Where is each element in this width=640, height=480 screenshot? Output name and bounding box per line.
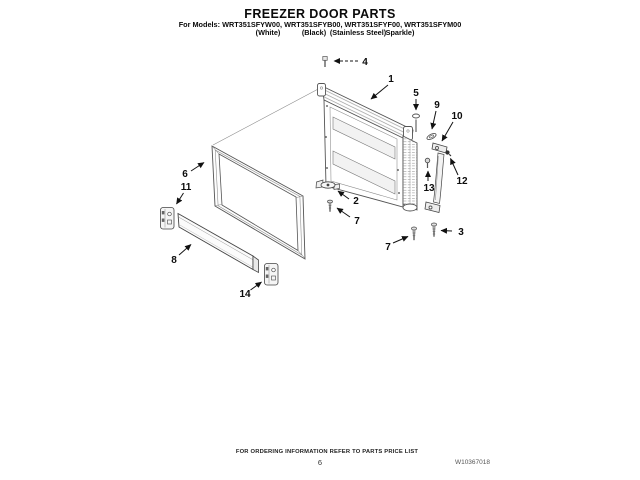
document-number: W10367018: [454, 458, 490, 466]
callout-13-label: 13: [423, 183, 435, 194]
callout-9-label: 9: [434, 100, 440, 111]
finish-label-white: (White): [255, 27, 281, 37]
callout-7-left-label: 7: [354, 216, 360, 227]
finish-label-sparkle: Sparkle): [385, 27, 415, 37]
callout-13: [423, 171, 435, 194]
part-plug-button: [413, 114, 420, 132]
callout-12: [451, 159, 468, 188]
part-hinge-screw: [445, 150, 451, 156]
callout-7-right: [385, 237, 408, 254]
ordering-note: FOR ORDERING INFORMATION REFER TO PARTS PRICE LIST: [235, 449, 419, 455]
callout-1-label: 1: [388, 74, 394, 85]
callout-10: [442, 111, 463, 141]
part-screw-7-right: [411, 227, 416, 240]
part-hinge-cam: [426, 132, 437, 141]
callout-11-label: 11: [180, 182, 192, 193]
callout-8: [171, 245, 191, 267]
part-screw-3: [431, 223, 436, 237]
part-hinge-pin: [425, 158, 430, 168]
callout-7-right-label: 7: [385, 242, 391, 253]
callout-1: [371, 74, 394, 99]
page-number: 6: [317, 458, 323, 467]
part-door-panel: [318, 84, 418, 212]
callout-9: [432, 100, 440, 129]
projection-line: [213, 87, 322, 145]
callout-3: [441, 227, 464, 238]
page-title: FREEZER DOOR PARTS: [244, 7, 396, 21]
callout-6-label: 6: [182, 169, 188, 180]
callout-4: [334, 57, 368, 68]
callout-4-label: 4: [362, 57, 368, 68]
callout-14-label: 14: [239, 289, 251, 300]
callout-5-label: 5: [413, 88, 419, 99]
part-screw-7-left: [328, 200, 333, 211]
part-endcap-right: [265, 264, 279, 286]
callout-10-label: 10: [451, 111, 463, 122]
callout-7-left: [337, 208, 360, 227]
callout-12-label: 12: [456, 176, 468, 187]
finish-label-stainless: (Stainless Steel): [329, 27, 387, 37]
finish-label-black: (Black): [301, 27, 327, 37]
callout-3-label: 3: [458, 227, 464, 238]
callout-2-label: 2: [353, 196, 359, 207]
models-line: For Models: WRT351SFYW00, WRT351SFYB00, WRT351SFYF00, WRT351SFYM00: [178, 19, 462, 29]
part-top-screw: [323, 57, 327, 68]
callout-11: [177, 182, 192, 204]
callout-6: [182, 163, 204, 181]
callout-8-label: 8: [171, 255, 177, 266]
callout-14: [239, 282, 261, 300]
part-endcap-left: [161, 208, 175, 230]
callout-5: [413, 88, 419, 110]
